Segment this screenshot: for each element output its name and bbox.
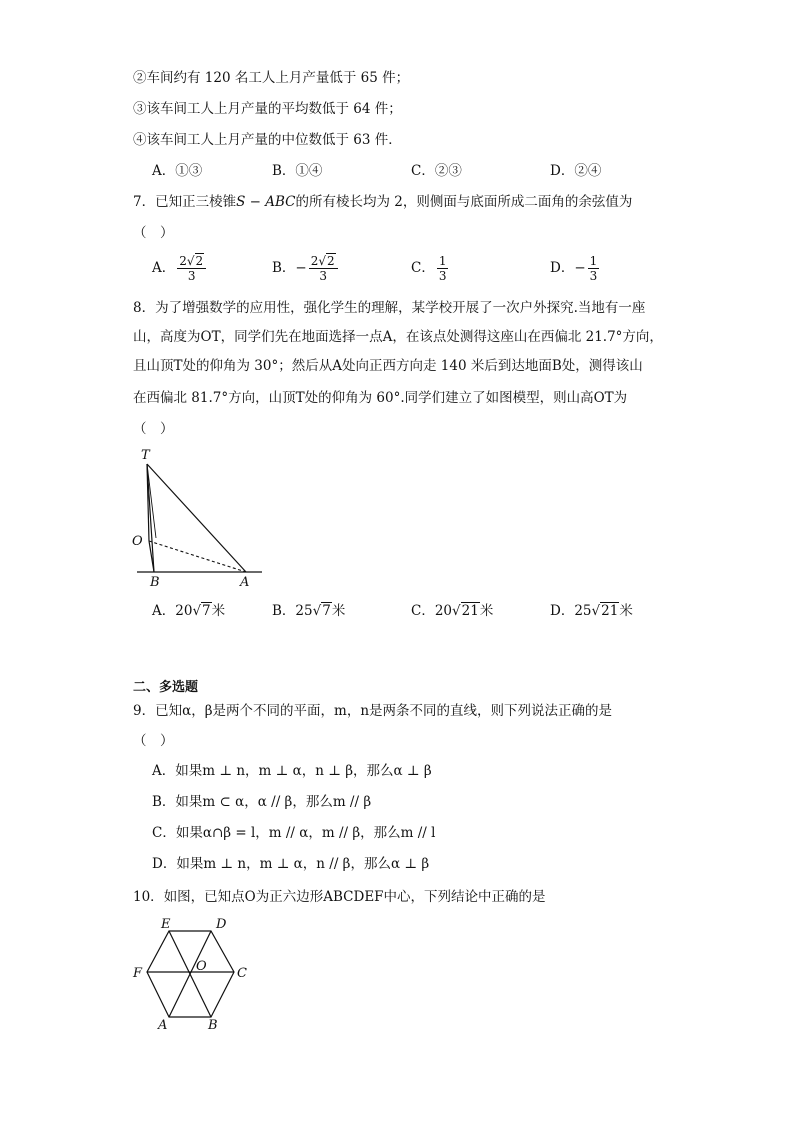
- q7-option-b[interactable]: [272, 254, 340, 283]
- q8-option-a[interactable]: [152, 601, 225, 621]
- q7-stem: [133, 192, 632, 212]
- q10-stem: [133, 887, 546, 907]
- option-label: D．: [152, 856, 177, 872]
- section-title: 二、多选题: [133, 680, 199, 695]
- fraction: [588, 254, 600, 283]
- label-A: A: [240, 575, 250, 590]
- q10-text: 如图，已知点O为正六边形ABCDEF中心，下列结论中正确的是: [163, 889, 546, 905]
- q8-option-b[interactable]: [272, 601, 345, 621]
- sqrt-symbol: √: [312, 603, 322, 619]
- label-O: O: [132, 534, 143, 549]
- option-coef: 25: [574, 603, 592, 619]
- option-label: C．: [152, 825, 176, 841]
- sqrt-symbol: √: [591, 603, 601, 619]
- option-text: 如果α∩β = l，m // α，m // β，那么m // l: [175, 825, 436, 841]
- option-text: ①④: [295, 163, 323, 179]
- sqrt-symbol: √: [186, 254, 195, 268]
- radicand: 21: [601, 603, 619, 619]
- label-A: A: [158, 1018, 168, 1033]
- option-text: 如果m ⊂ α，α // β，那么m // β: [175, 794, 372, 810]
- q8-paren: （ ）: [133, 421, 174, 437]
- option-coef: 20: [175, 603, 193, 619]
- fraction: [437, 254, 449, 283]
- option-label: B．: [152, 794, 176, 810]
- q8-number: 8．: [133, 300, 156, 316]
- q9-option-b[interactable]: [152, 792, 371, 812]
- option-unit: 米: [331, 603, 346, 619]
- frac-coef: 2: [179, 254, 187, 268]
- label-D: D: [216, 917, 227, 932]
- option-label: D．: [550, 603, 575, 619]
- label-B: B: [208, 1018, 218, 1033]
- q9-option-a[interactable]: [152, 761, 432, 781]
- radicand: 2: [327, 254, 335, 268]
- fraction: [177, 254, 206, 283]
- q10-number: 10．: [133, 889, 164, 905]
- option-label: C．: [411, 260, 435, 276]
- q8-text: 为了增强数学的应用性，强化学生的理解，某学校开展了一次户外探究.当地有一座: [155, 300, 646, 316]
- label-F: F: [133, 966, 143, 981]
- label-T: T: [141, 448, 150, 463]
- sqrt-symbol: √: [192, 603, 202, 619]
- frac-num: 1: [589, 254, 598, 268]
- radicand: 7: [322, 603, 331, 619]
- frac-num: 1: [438, 254, 447, 268]
- q8-line-2: 山，高度为OT，同学们先在地面选择一点A，在该点处测得这座山在西偏北 21.7°方向，: [133, 329, 663, 345]
- statement-3: ③该车间工人上月产量的平均数低于 64 件；: [133, 101, 402, 117]
- option-label: C．: [411, 603, 435, 619]
- q9-paren: （ ）: [133, 733, 174, 749]
- option-coef: 25: [295, 603, 313, 619]
- option-sign: −: [295, 260, 307, 276]
- fraction: [309, 254, 338, 283]
- frac-den: 3: [438, 269, 447, 283]
- q6-option-d[interactable]: [550, 161, 601, 181]
- label-B: B: [150, 575, 160, 590]
- q7-text-after: 的所有棱长均为 2，则侧面与底面所成二面角的余弦值为: [295, 194, 633, 210]
- q7-text-before: 已知正三棱锥: [155, 194, 237, 210]
- q8-figure: [130, 444, 270, 594]
- q8-option-c[interactable]: [411, 601, 493, 621]
- option-label: A．: [152, 260, 176, 276]
- q6-option-c[interactable]: [411, 161, 462, 181]
- q9-option-c[interactable]: [152, 823, 435, 843]
- option-label: D．: [550, 163, 575, 179]
- option-text: ②③: [434, 163, 462, 179]
- q8-line-4: 在西偏北 81.7°方向，山顶T处的仰角为 60°.同学们建立了如图模型，则山高OT为: [133, 390, 628, 406]
- option-sign: −: [574, 260, 586, 276]
- statement-4: ④该车间工人上月产量的中位数低于 63 件．: [133, 132, 402, 148]
- option-text: 如果m ⊥ n，m ⊥ α，n ⊥ β，那么α ⊥ β: [175, 763, 432, 779]
- option-unit: 米: [619, 603, 633, 619]
- radicand: 21: [461, 603, 479, 619]
- radicand: 7: [202, 603, 211, 619]
- sqrt-symbol: √: [452, 603, 461, 619]
- sqrt-symbol: √: [318, 254, 327, 268]
- option-label: A．: [152, 603, 176, 619]
- q7-expr: S − ABC: [236, 194, 296, 210]
- q6-option-a[interactable]: [152, 161, 202, 181]
- option-label: B．: [272, 260, 296, 276]
- q9-number: 9．: [133, 703, 156, 719]
- option-coef: 20: [434, 603, 453, 619]
- statement-2: ②车间约有 120 名工人上月产量低于 65 件；: [133, 70, 410, 86]
- q7-number: 7．: [133, 194, 156, 210]
- label-C: C: [237, 966, 247, 981]
- option-label: A．: [152, 763, 176, 779]
- q9-option-d[interactable]: [152, 854, 429, 874]
- option-label: B．: [272, 163, 296, 179]
- option-unit: 米: [211, 603, 226, 619]
- q8-line-3: 且山顶T处的仰角为 30°；然后从A处向正西方向走 140 米后到达地面B处，测得该山: [133, 358, 643, 374]
- option-label: A．: [152, 163, 176, 179]
- q7-option-a[interactable]: [152, 254, 208, 283]
- option-label: B．: [272, 603, 296, 619]
- q9-text: 已知α，β是两个不同的平面，m，n是两条不同的直线，则下列说法正确的是: [155, 703, 613, 719]
- q7-option-d[interactable]: [550, 254, 601, 283]
- q7-option-c[interactable]: [411, 254, 450, 283]
- q7-paren: （ ）: [133, 225, 174, 241]
- label-O: O: [196, 959, 207, 974]
- frac-den: 3: [589, 269, 598, 283]
- option-text: ①③: [175, 163, 203, 179]
- frac-coef: 2: [310, 254, 319, 268]
- frac-den: 3: [187, 269, 196, 283]
- option-text: ②④: [574, 163, 602, 179]
- label-E: E: [161, 917, 171, 932]
- radicand: 2: [195, 254, 204, 268]
- option-label: C．: [411, 163, 435, 179]
- frac-den: 3: [319, 269, 328, 283]
- q8-option-d[interactable]: [550, 601, 633, 621]
- q6-option-b[interactable]: [272, 161, 322, 181]
- q9-stem: [133, 701, 612, 721]
- q10-hexagon-figure: [128, 915, 258, 1033]
- q8-line-1: [133, 298, 645, 318]
- option-label: D．: [550, 260, 575, 276]
- option-text: 如果m ⊥ n，m ⊥ α，n // β，那么α ⊥ β: [176, 856, 430, 872]
- option-unit: 米: [479, 603, 494, 619]
